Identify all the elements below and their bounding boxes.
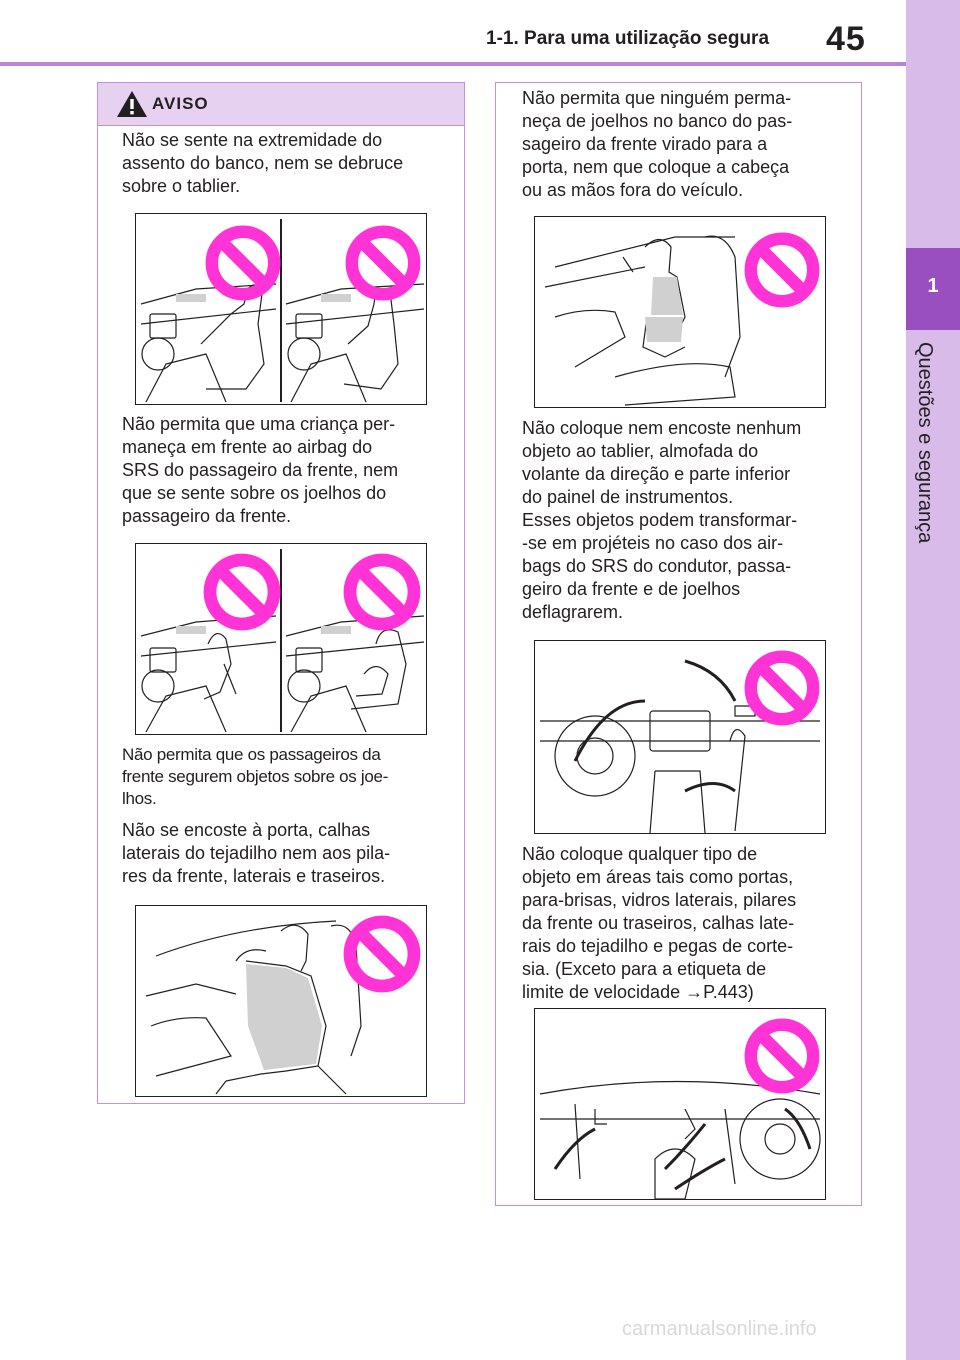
page-number: 45	[826, 20, 866, 58]
watermark: carmanualsonline.info	[622, 1318, 817, 1340]
chapter-box	[906, 248, 960, 330]
warning-label: AVISO	[152, 94, 209, 113]
illustration-windshield-objects	[534, 1008, 826, 1200]
paragraph-child-airbag: Não permita que uma criança per- maneça em frente ao airbag do SRS do passageiro da frente, nem que se sente sobre os joelhos do passageiro da frente.	[122, 414, 399, 526]
illustration-leaning-dashboard	[135, 213, 427, 405]
warning-header	[98, 83, 464, 126]
chapter-title: Questões e segurança	[914, 342, 936, 544]
section-title: 1-1. Para uma utilização segura	[486, 28, 770, 49]
warning-triangle-icon	[116, 89, 148, 119]
paragraph-objects-doors: Não coloque qualquer tipo de objeto em áreas tais como portas, para-brisas, vidros laterais, pilares da frente ou traseiros, calhas late- rais do tejadilho e pegas de corte- sia. (Exceto para a etiqueta de limite de velocidade →P.443)	[522, 844, 797, 1002]
side-tab	[906, 0, 960, 1360]
illustration-child-front-seat	[135, 543, 427, 735]
paragraph-kneeling-seat: Não permita que ninguém perma- neça de joelhos no banco do pas- sageiro da frente virado para a porta, nem que coloque a cabeça ou as mãos fora do veículo.	[522, 88, 793, 200]
paragraph-leaning-door: Não se encoste à porta, calhas laterais do tejadilho nem aos pila- res da frente, laterais e traseiros.	[122, 820, 391, 886]
warning-panel-right	[495, 82, 862, 1206]
paragraph-seat-edge: Não se sente na extremidade do assento do banco, nem se debruce sobre o tablier.	[122, 130, 404, 196]
header-rule	[0, 62, 906, 66]
paragraph-holding-objects: Não permita que os passageiros da frente segurem objetos sobre os joe- lhos.	[122, 745, 389, 808]
paragraph-objects-dashboard: Não coloque nem encoste nenhum objeto ao tablier, almofada do volante da direção e parte inferior do painel de instrumentos. Esses objetos podem transformar- -se em projéteis no caso dos air- bags do SRS do condutor, passa- geiro da frente e de joelhos deflagrarem.	[522, 418, 802, 622]
illustration-leaning-door	[135, 905, 427, 1097]
warning-panel-left	[97, 82, 465, 1104]
illustration-kneeling-child	[534, 216, 826, 408]
illustration-dashboard-objects	[534, 640, 826, 834]
chapter-number: 1	[927, 275, 939, 297]
